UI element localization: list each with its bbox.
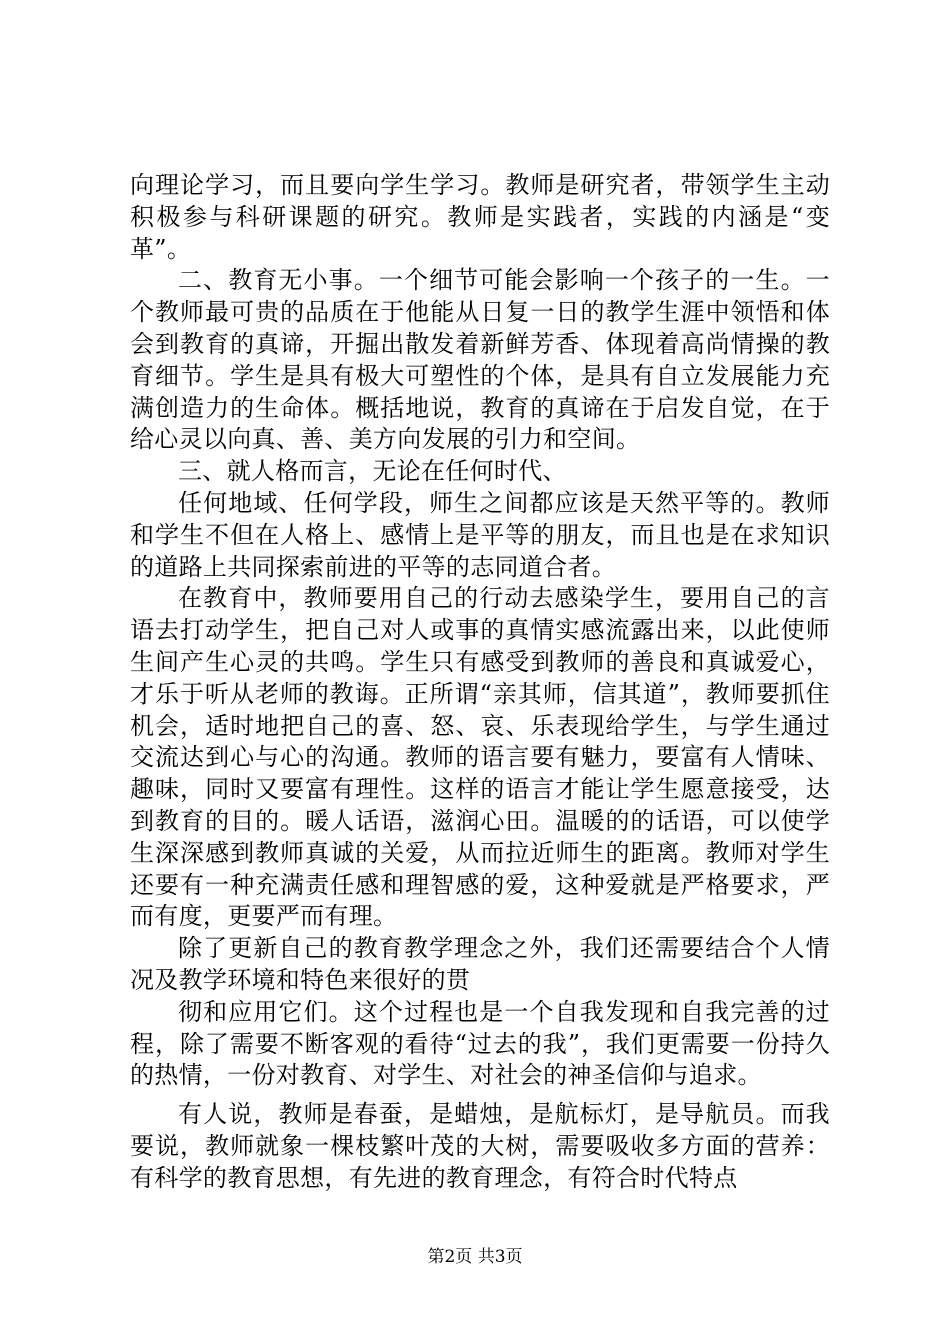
paragraph-update-ideas: 除了更新自己的教育教学理念之外，我们还需要结合个人情况及教学环境和特色来很好的贯 xyxy=(130,934,830,994)
page-number-footer: 第2页 共3页 xyxy=(427,1247,523,1267)
paragraph-teacher-language: 在教育中，教师要用自己的行动去感染学生，要用自己的言语去打动学生，把自己对人或事的真情实感流露出来，以此使师生间产生心灵的共鸣。学生只有感受到教师的善良和真诚爱心，才乐于听从老师的教诲。正所谓“亲其师，信其道”，教师要抓住机会，适时地把自己的喜、怒、哀、乐表现给学生，与学生通过交流达到心与心的沟通。教师的语言要有魅力，要富有人情味、趣味，同时又要富有理性。这样的语言才能让学生愿意接受，达到教育的目的。暖人话语，滋润心田。温暖的的话语，可以使学生深深感到教师真诚的关爱，从而拉近师生的距离。教师对学生还要有一种充满责任感和理智感的爱，这种爱就是严格要求，严而有度，更要严而有理。 xyxy=(130,584,830,931)
paragraph-equality: 任何地域、任何学段，师生之间都应该是天然平等的。教师和学生不但在人格上、感情上是平等的朋友，而且也是在求知识的道路上共同探索前进的平等的志同道合者。 xyxy=(130,488,830,581)
paragraph-teacher-tree: 有人说，教师是春蚕，是蜡烛，是航标灯，是导航员。而我要说，教师就象一棵枝繁叶茂的大树，需要吸收多方面的营养：有科学的教育思想，有先进的教育理念，有符合时代特点 xyxy=(130,1100,830,1192)
document-body xyxy=(130,170,830,1195)
paragraph-section-three-heading: 三、就人格而言，无论在任何时代、 xyxy=(178,457,567,486)
paragraph-section-two: 二、教育无小事。一个细节可能会影响一个孩子的一生。一个教师最可贵的品质在于他能从日复一日的教学生涯中领悟和体会到教育的真谛，开掘出散发着新鲜芳香、体现着高尚情操的教育细节。学生是具有极大可塑性的个体，是具有自立发展能力充满创造力的生命体。概括地说，教育的真谛在于启发自觉，在于给心灵以向真、善、美方向发展的引力和空间。 xyxy=(130,266,830,454)
paragraph-continuation: 向理论学习，而且要向学生学习。教师是研究者，带领学生主动积极参与科研课题的研究。教师是实践者，实践的内涵是“变革”。 xyxy=(130,171,830,263)
paragraph-self-improvement: 彻和应用它们。这个过程也是一个自我发现和自我完善的过程，除了需要不断客观的看待“过去的我”，我们更需要一份持久的热情，一份对教育、对学生、对社会的神圣信仰与追求。 xyxy=(130,997,830,1090)
